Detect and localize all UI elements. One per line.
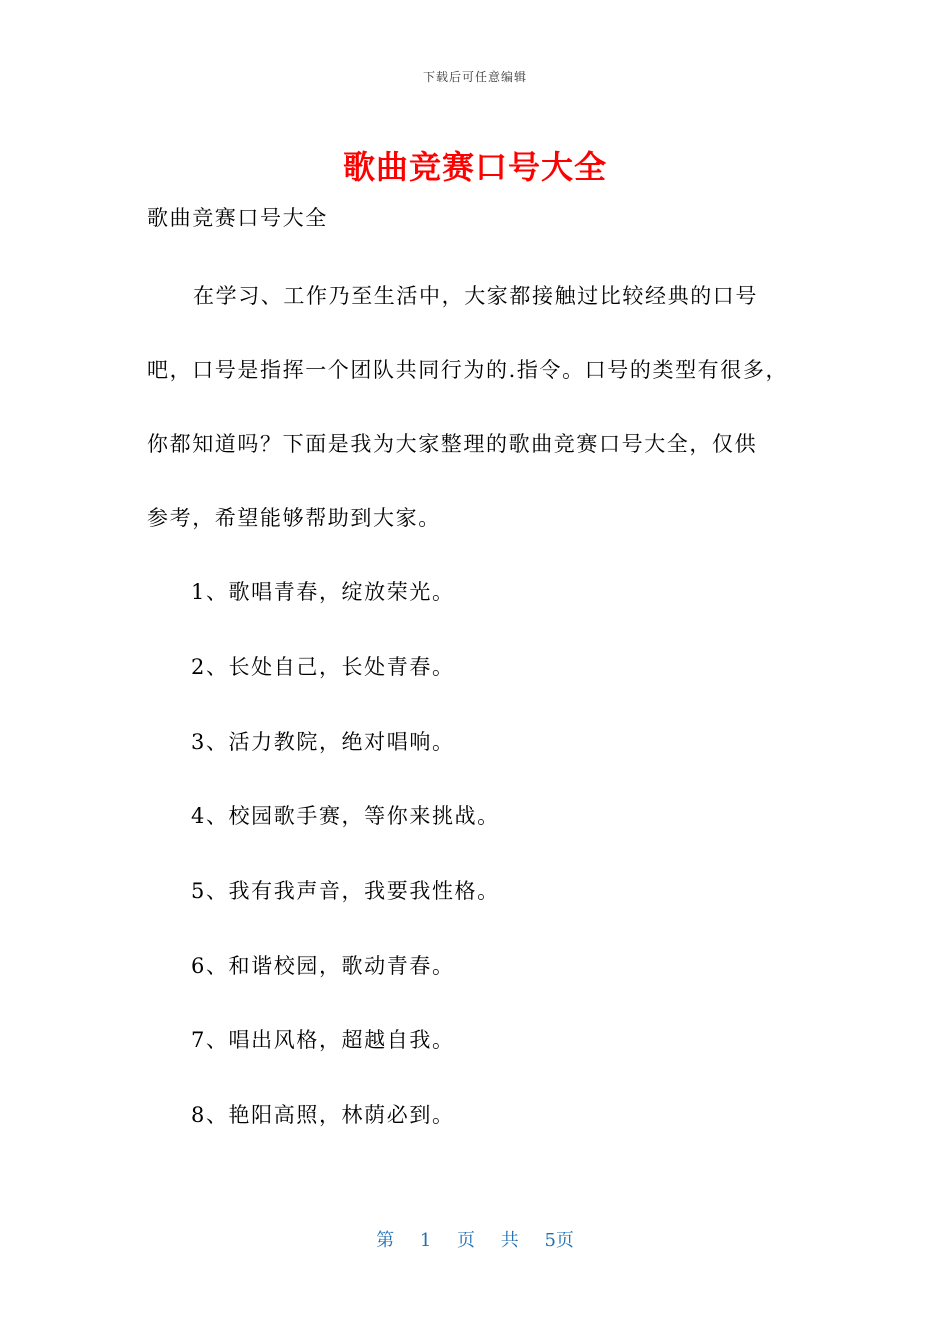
slogan-item-8: 8、艳阳高照，林荫必到。 (191, 1103, 455, 1127)
intro-line-2: 吧，口号是指挥一个团队共同行为的.指令。口号的类型有很多， (147, 358, 789, 382)
intro-line-4: 参考，希望能够帮助到大家。 (147, 506, 441, 530)
footer-total-prefix: 共 (500, 1230, 519, 1251)
intro-line-3: 你都知道吗？下面是我为大家整理的歌曲竞赛口号大全，仅供 (147, 432, 758, 456)
slogan-item-7: 7、唱出风格，超越自我。 (191, 1028, 455, 1052)
footer-page-prefix: 第 (376, 1230, 395, 1251)
slogan-item-6: 6、和谐校园，歌动青春。 (191, 954, 455, 978)
slogan-item-1: 1、歌唱青春，绽放荣光。 (191, 580, 455, 604)
footer-page-unit: 页 (457, 1230, 475, 1251)
document-subtitle: 歌曲竞赛口号大全 (147, 206, 328, 230)
footer-total-pages: 5页 (544, 1230, 574, 1251)
slogan-item-5: 5、我有我声音，我要我性格。 (191, 879, 500, 903)
page-footer (0, 1226, 950, 1252)
slogan-item-3: 3、活力教院，绝对唱响。 (191, 730, 455, 754)
slogan-item-2: 2、长处自己，长处青春。 (191, 655, 455, 679)
footer-page-number: 1 (419, 1230, 432, 1251)
header-note: 下载后可任意编辑 (422, 70, 527, 84)
document-title: 歌曲竞赛口号大全 (342, 148, 607, 186)
slogan-item-4: 4、校园歌手赛，等你来挑战。 (191, 804, 500, 828)
intro-line-1: 在学习、工作乃至生活中，大家都接触过比较经典的口号 (193, 284, 758, 308)
